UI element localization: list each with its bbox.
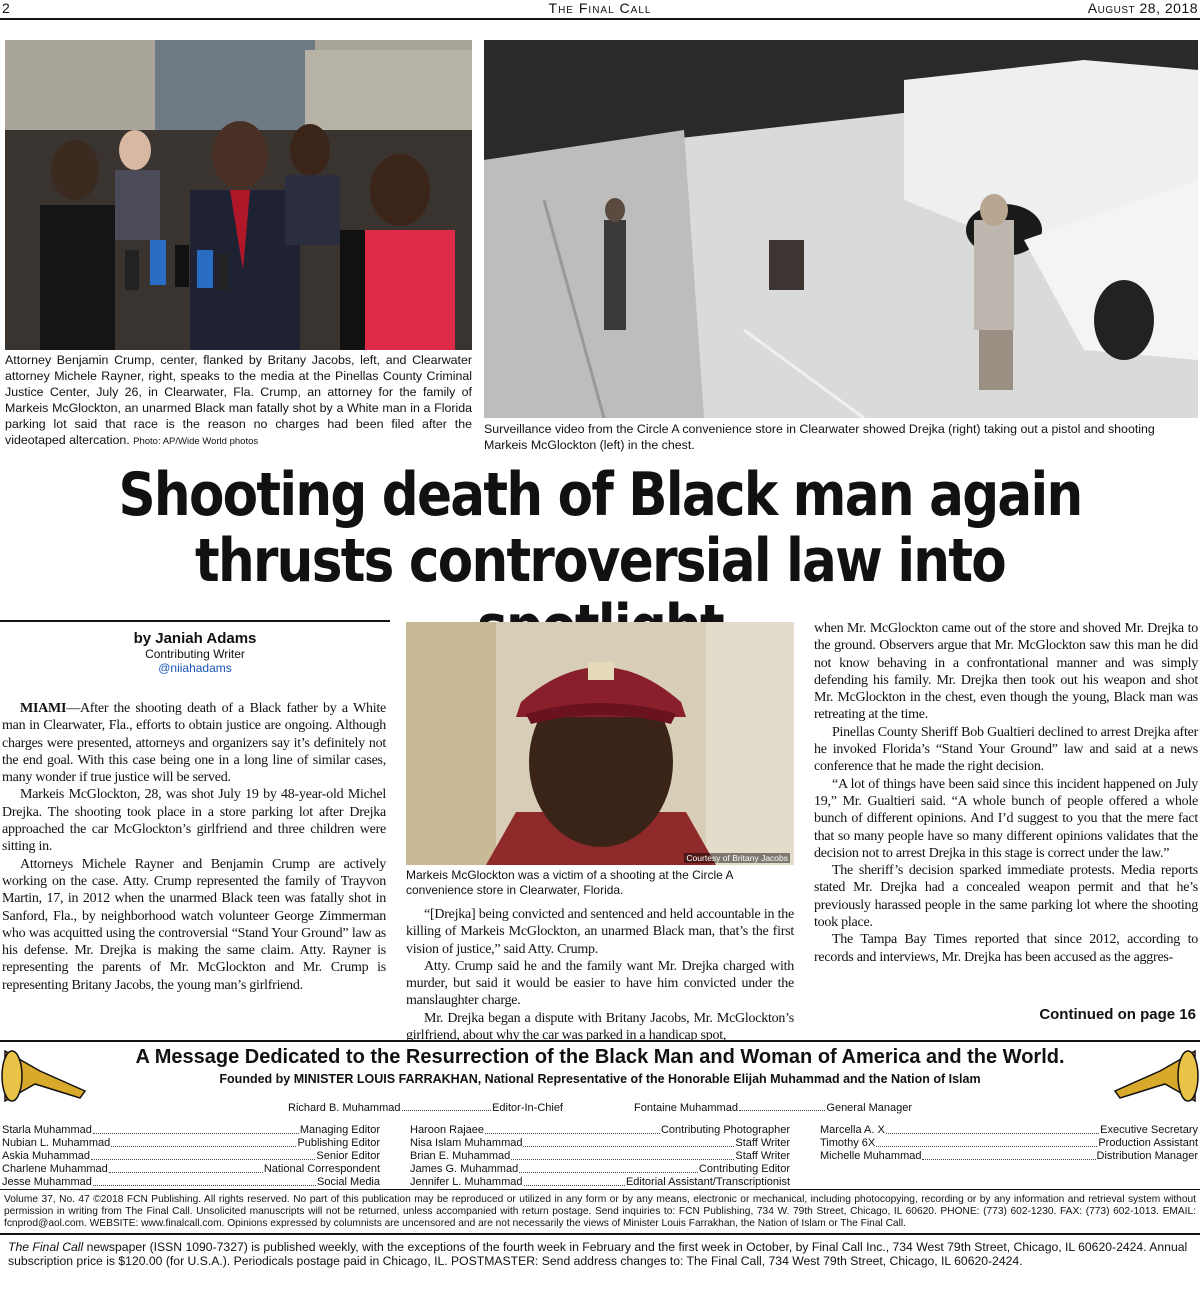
staff-column-1 bbox=[2, 1124, 380, 1189]
staff-name: Nubian L. Muhammad bbox=[2, 1137, 111, 1149]
publication-notice-text: newspaper (ISSN 1090-7327) is published weekly, with the exceptions of the fourth week in February and the first week in October, by Final Call Inc., 734 West 79th Street, Chicago, IL 60620-2424. Annual subscription price is $120.00 (for U.S.A.). Periodicals postage paid in Chicago, IL. POSTMASTER: Send address changes to: The Final Call, 734 West 79th Street, Chicago, IL 60620-2424. bbox=[8, 1240, 1188, 1268]
portrait-photo bbox=[406, 622, 794, 865]
issue-date: August 28, 2018 bbox=[1087, 0, 1198, 16]
staff-role: National Correspondent bbox=[263, 1163, 380, 1175]
top-staff-1 bbox=[288, 1102, 563, 1114]
page-header bbox=[0, 0, 1200, 20]
staff-line bbox=[2, 1137, 380, 1150]
paragraph: Pinellas County Sheriff Bob Gualtieri declined to arrest Drejka after he invoked Florida’s “Stand Your Ground” law and said at a news conference that he made the right decision. bbox=[814, 724, 1198, 775]
staff-name: Timothy 6X bbox=[820, 1137, 876, 1149]
staff-name: Marcella A. X bbox=[820, 1124, 885, 1136]
staff-line bbox=[410, 1163, 790, 1176]
continued-link[interactable]: Continued on page 16 bbox=[1039, 1006, 1196, 1023]
masthead-motto: A Message Dedicated to the Resurrection of the Black Man and Woman of America and the World. bbox=[135, 1046, 1065, 1068]
paragraph: Atty. Crump said he and the family want Mr. Drejka charged with murder, but said it would be easier to have him convicted under the manslaughter charge. bbox=[406, 958, 794, 1009]
staff-line bbox=[2, 1163, 380, 1176]
staff-line bbox=[410, 1150, 790, 1163]
paragraph: when Mr. McGlockton came out of the store and shoved Mr. Drejka to the ground. Observers argue that Mr. McGlockton saw this man he did not know behaving in a confrontational manner and was simply defending his family. Mr. Drejka then took out his weapon and shot Mr. McGlockton in the chest, even though the young, Black man was retreating at the time. bbox=[814, 621, 1198, 723]
paragraph: Mr. Drejka began a dispute with Britany Jacobs, Mr. McGlockton’s girlfriend, about why the car was parked in a handicap spot, bbox=[406, 1010, 794, 1044]
staff-role: Distribution Manager bbox=[1096, 1150, 1198, 1162]
staff-name: Jesse Muhammad bbox=[2, 1176, 92, 1188]
staff-role: Editorial Assistant/Transcriptionist bbox=[625, 1176, 790, 1188]
staff-name: Fontaine Muhammad bbox=[634, 1102, 738, 1114]
staff-column-2 bbox=[410, 1124, 790, 1189]
author-name: by Janiah Adams bbox=[133, 630, 257, 647]
staff-name: James G. Muhammad bbox=[410, 1163, 519, 1175]
staff-role: Senior Editor bbox=[316, 1150, 380, 1162]
publication-name: The Final Call bbox=[548, 0, 652, 16]
paragraph: The sheriff’s decision sparked immediate protests. Media reports stated Mr. Drejka had a concealed weapon permit and that he’s previously harassed people in the same parking lot where the shooting took place. bbox=[814, 863, 1198, 931]
paragraph: The Tampa Bay Times reported that since 2012, according to records and interviews, Mr. Drejka has been accused as the aggres- bbox=[814, 932, 1198, 965]
staff-role: Publishing Editor bbox=[297, 1137, 380, 1149]
article-column-2 bbox=[406, 906, 794, 1044]
staff-line bbox=[2, 1124, 380, 1137]
top-staff-2 bbox=[634, 1102, 912, 1114]
staff-role: Managing Editor bbox=[299, 1124, 380, 1136]
photo-courtesy: Courtesy of Britany Jacobs bbox=[686, 853, 788, 863]
staff-line bbox=[820, 1137, 1198, 1150]
paragraph: “A lot of things have been said since this incident happened on July 19,” Mr. Gualtieri said. “A whole bunch of people offered a whole bunch of different opinions. And I’d suggest to you that the mere fact that so many people have so many different opinions validates that the decision not to arrest Drejka in this stage is correct under the law.” bbox=[814, 776, 1198, 861]
paragraph: “[Drejka] being convicted and sentenced and held accountable in the killing of Markeis McGlockton, an unarmed Black man, that’s the first vision of justice,” said Atty. Crump. bbox=[406, 907, 794, 957]
paragraph: Markeis McGlockton, 28, was shot July 19 by 48-year-old Michel Drejka. The shooting took place in a store parking lot after Drejka approached the car McGlockton’s girlfriend and three children were sitting in. bbox=[2, 787, 386, 855]
photo-credit: Photo: AP/Wide World photos bbox=[133, 436, 259, 447]
portrait-caption: Markeis McGlockton was a victim of a shooting at the Circle A convenience store in Clearwater, Florida. bbox=[406, 868, 733, 897]
staff-role: Staff Writer bbox=[735, 1150, 790, 1162]
page-number: 2 bbox=[2, 0, 10, 16]
surveillance-caption: Surveillance video from the Circle A convenience store in Clearwater showed Drejka (right) taking out a pistol and shooting Markeis McGlockton (left) in the chest. bbox=[484, 422, 1155, 452]
headline-line-1: Shooting death of Black man again bbox=[118, 460, 1082, 530]
masthead-founded: Founded by MINISTER LOUIS FARRAKHAN, National Representative of the Honorable Elijah Muhammad and the Nation of Islam bbox=[219, 1072, 981, 1086]
staff-line bbox=[820, 1124, 1198, 1137]
staff-role: Contributing Editor bbox=[698, 1163, 790, 1175]
staff-name: Brian E. Muhammad bbox=[410, 1150, 511, 1162]
staff-name: Nisa Islam Muhammad bbox=[410, 1137, 523, 1149]
legal-notice: Volume 37, No. 47 ©2018 FCN Publishing. All rights reserved. No part of this publication may be reproduced or utilized in any form or by any means, electronic or mechanical, including photocopying, recording or by any information and retrieval system without permission in writing from The Final Call. Unsolicited manuscripts will not be returned, unless accompanied with return postage. Send inquiries to: FCN Publishing, 734 W. 79th Street, Chicago, IL 60620. PHONE: (773) 602-1230. FAX: (773) 602-1013. EMAIL: fcnprod@aol.com. WEBSITE: www.finalcall.com. Opinions expressed by columnists are uncensored and are not necessarily the views of Minister Louis Farrakhan, the Nation of Islam or The Final Call. bbox=[0, 1189, 1200, 1230]
staff-column-3 bbox=[820, 1124, 1198, 1163]
staff-role: Production Assistant bbox=[1098, 1137, 1198, 1149]
staff-name: Charlene Muhammad bbox=[2, 1163, 108, 1175]
staff-name: Michelle Muhammad bbox=[820, 1150, 922, 1162]
staff-role: Contributing Photographer bbox=[660, 1124, 790, 1136]
author-handle: @niiahadams bbox=[158, 661, 232, 675]
article-column-3 bbox=[814, 620, 1198, 966]
staff-name: Askia Muhammad bbox=[2, 1150, 91, 1162]
staff-line bbox=[410, 1137, 790, 1150]
staff-line bbox=[410, 1124, 790, 1137]
paragraph: Attorneys Michele Rayner and Benjamin Crump are actively working on the case. Atty. Crump represented the family of Trayvon Martin, 17, in 2012 when the unarmed Black teen was fatally shot in Sanford, Fla., by neighborhood watch volunteer George Zimmerman who was acquitted using the controversial “Stand Your Ground” law as his defense. Mr. Drejka is making the same claim. Atty. Rayner is representing the parents of Mr. McGlockton and Mr. Crump is representing Britany Jacobs, the young man’s girlfriend. bbox=[2, 856, 386, 993]
paragraph bbox=[2, 700, 386, 786]
paragraph-text: —After the shooting death of a Black father by a White man in Clearwater, Fla., efforts to obtain justice are ongoing. Although charges were presented, attorneys and organizers say it’s definitely not the end goal. With this case being one in a long line of similar cases, many wonder if true justice will be served. bbox=[2, 701, 386, 786]
staff-role: General Manager bbox=[826, 1102, 912, 1114]
staff-role: Social Media bbox=[317, 1176, 380, 1188]
surveillance-photo bbox=[484, 40, 1198, 418]
press-conference-photo bbox=[5, 40, 472, 350]
staff-line bbox=[2, 1150, 380, 1163]
press-conference-caption bbox=[5, 352, 472, 450]
staff-name: Richard B. Muhammad bbox=[288, 1102, 401, 1114]
staff-role: Executive Secretary bbox=[1100, 1124, 1198, 1136]
publication-name-italic: The Final Call bbox=[8, 1240, 84, 1254]
dateline: MIAMI bbox=[20, 701, 67, 716]
author-role: Contributing Writer bbox=[145, 647, 245, 661]
headline-line-2: thrusts controversial law into bbox=[194, 526, 1006, 596]
byline bbox=[0, 620, 390, 675]
article-column-1 bbox=[2, 700, 386, 994]
staff-role: Staff Writer bbox=[735, 1137, 790, 1149]
staff-name: Jennifer L. Muhammad bbox=[410, 1176, 523, 1188]
publication-notice bbox=[0, 1233, 1200, 1298]
staff-name: Starla Muhammad bbox=[2, 1124, 92, 1136]
staff-role: Editor-In-Chief bbox=[492, 1102, 563, 1114]
staff-line bbox=[2, 1176, 380, 1189]
caption-text: Attorney Benjamin Crump, center, flanked by Britany Jacobs, left, and Clearwater attorney Michele Rayner, right, speaks to the media at the Pinellas County Criminal Justice Center, July 26, in Clearwater, Fla. Crump, an attorney for the family of Markeis McGlockton, an unarmed Black man fatally shot by a White man in a Florida parking lot said that race is the reason no charges had been filed after the videotaped altercation. bbox=[5, 353, 472, 447]
staff-line bbox=[410, 1176, 790, 1189]
staff-name: Haroon Rajaee bbox=[410, 1124, 484, 1136]
staff-line bbox=[820, 1150, 1198, 1163]
